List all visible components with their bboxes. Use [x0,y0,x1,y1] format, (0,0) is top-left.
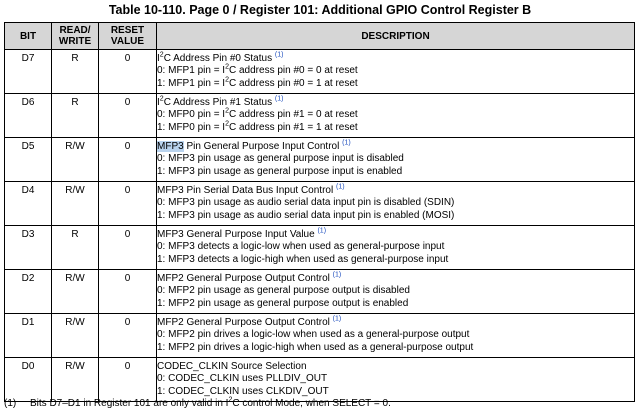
description-heading: $I^2C$ Address Pin #0 Status $^{(1)}$ [157,51,284,64]
read-write-cell: R [52,50,99,94]
reset-value-cell: 0 [99,50,157,94]
footnote-ref: (1) [342,139,351,147]
description-line: 0: MFP1 pin = $I^2C$ address pin #0 = 0 at reset [157,64,358,77]
header-row [5,23,635,50]
description-cell [157,182,635,226]
table-row [5,270,635,314]
reset-value-cell: 0 [99,314,157,358]
description-line: 1: MFP1 pin = $I^2C$ address pin #0 = 1 at reset [157,76,358,89]
reset-value-cell: 0 [99,358,157,402]
footnote: (1) Bits D7–D1 in Register 101 are only valid in $I^2C$ control Mode, when SELECT = 0. [4,396,391,409]
table-row [5,226,635,270]
description-line: 1: MFP3 pin usage as general purpose input is enabled [157,165,403,177]
description-line: 0: MFP3 detects a logic-low when used as general-purpose input [157,241,445,253]
reset-value-cell: 0 [99,182,157,226]
description-cell [157,94,635,138]
description-line: 1: CODEC_CLKIN uses CLKDIV_OUT [157,385,329,397]
description-cell [157,50,635,94]
footnote-ref: (1) [332,271,342,279]
description-line: 1: MFP3 detects a logic-high when used as general-purpose input [157,253,449,265]
description-cell [157,358,635,402]
description-cell [157,314,635,358]
read-write-cell: R/W [52,270,99,314]
col-header-bit: BIT [5,23,52,50]
description-heading: $I^2C$ Address Pin #1 Status $^{(1)}$ [157,95,284,108]
footnote-ref: (1) [274,51,284,59]
read-write-cell: R/W [52,182,99,226]
footnote-ref: (1) [317,227,327,235]
bit-cell: D5 [5,138,52,182]
description-line: 1: MFP0 pin = $I^2C$ address pin #1 = 1 at reset [157,120,358,133]
bit-cell: D0 [5,358,52,402]
table-row [5,182,635,226]
description-cell [157,270,635,314]
read-write-cell: R/W [52,138,99,182]
bit-cell: D7 [5,50,52,94]
footnote-mark: (1) [4,398,17,409]
table-row [5,138,635,182]
description-line: 0: MFP2 pin drives a logic-low when used as a general-purpose output [157,329,470,341]
description-heading: CODEC_CLKIN Source Selection [157,361,307,372]
table-row [5,314,635,358]
bit-cell: D4 [5,182,52,226]
reset-value-cell: 0 [99,270,157,314]
description-cell [157,226,635,270]
description-line: 0: MFP3 pin usage as general purpose input is disabled [157,153,404,165]
bit-cell: D2 [5,270,52,314]
description-line: 0: MFP3 pin usage as audio serial data input pin is disabled (SDIN) [157,197,455,209]
description-line: 1: MFP3 pin usage as audio serial data input pin is enabled (MOSI) [157,209,455,221]
bit-cell: D6 [5,94,52,138]
col-header-reset-value: RESET VALUE [99,23,157,50]
description-line: 0: CODEC_CLKIN uses PLLDIV_OUT [157,373,328,385]
read-write-cell: R/W [52,358,99,402]
bit-cell: D3 [5,226,52,270]
description-line: 0: MFP0 pin = $I^2C$ address pin #1 = 0 at reset [157,108,358,121]
reset-value-cell: 0 [99,94,157,138]
description-heading: MFP3 General Purpose Input Value $^{(1)}$ [157,227,327,240]
description-heading: MFP3 Pin General Purpose Input Control $^{(1)}$ [157,139,351,152]
read-write-cell: R [52,226,99,270]
description-line: 0: MFP2 pin usage as general purpose output is disabled [157,285,410,297]
table-row [5,50,635,94]
read-write-cell: R/W [52,314,99,358]
col-header-description: DESCRIPTION [157,23,635,50]
col-header-read-write: READ/ WRITE [52,23,99,50]
footnote-ref: (1) [274,95,284,103]
table-row [5,94,635,138]
description-heading: MFP2 General Purpose Output Control $^{(1)}$ [157,315,342,328]
read-write-cell: R [52,94,99,138]
description-heading: MFP3 Pin Serial Data Bus Input Control $^{(1)}$ [157,183,345,196]
footnote-ref: (1) [332,315,342,323]
table-row [5,358,635,402]
register-table [4,22,635,402]
footnote-ref: (1) [335,183,345,191]
reset-value-cell: 0 [99,226,157,270]
bit-cell: D1 [5,314,52,358]
description-line: 1: MFP2 pin usage as general purpose output is enabled [157,297,409,309]
description-line: 1: MFP2 pin drives a logic-high when used as a general-purpose output [157,341,474,353]
description-heading: MFP2 General Purpose Output Control $^{(1)}$ [157,271,342,284]
table-title: Table 10-110. Page 0 / Register 101: Additional GPIO Control Register B [108,3,532,17]
reset-value-cell: 0 [99,138,157,182]
description-cell [157,138,635,182]
